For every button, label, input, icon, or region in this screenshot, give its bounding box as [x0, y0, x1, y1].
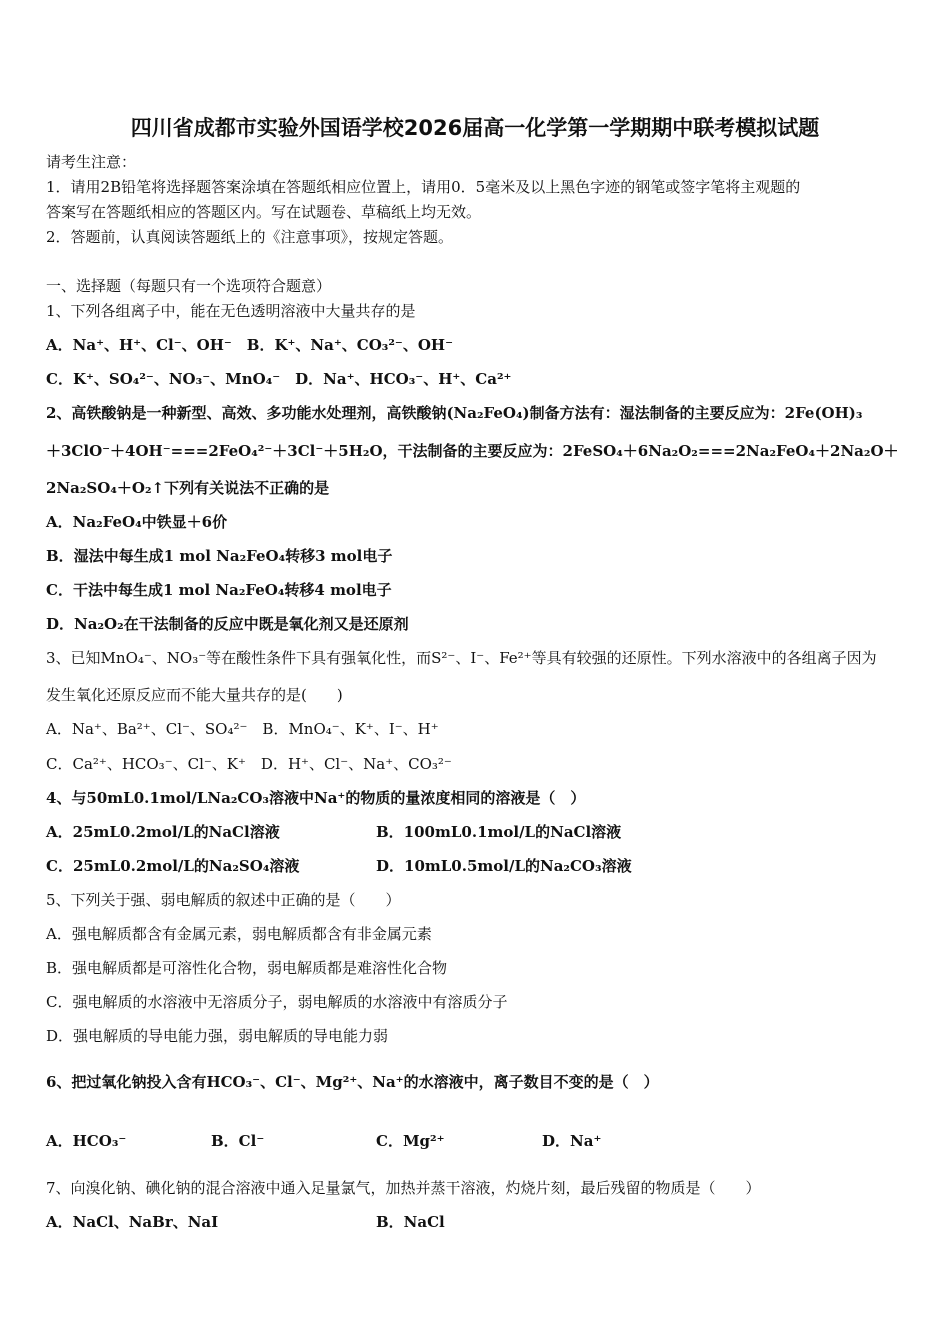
q1-stem: 1、下列各组离子中，能在无色透明溶液中大量共存的是 [46, 302, 416, 320]
q7-stem: 7、向溴化钠、碘化钠的混合溶液中通入足量氯气，加热并蒸干溶液，灼烧片刻，最后残留的物质是（ ） [46, 1179, 761, 1197]
q1-options-cd: C．K⁺、SO₄²⁻、NO₃⁻、MnO₄⁻ D．Na⁺、HCO₃⁻、H⁺、Ca²⁺ [46, 370, 512, 388]
section-heading: 一、选择题（每题只有一个选项符合题意） [46, 277, 332, 295]
q5-option-b: B．强电解质都是可溶性化合物，弱电解质都是难溶性化合物 [46, 959, 448, 977]
q6-option-c: C．Mg²⁺ [376, 1132, 445, 1150]
q5-stem: 5、下列关于强、弱电解质的叙述中正确的是（ ） [46, 891, 401, 909]
page-title: 四川省成都市实验外国语学校2026届高一化学第一学期期中联考模拟试题 [130, 116, 820, 140]
q2-option-c: C．干法中每生成1 mol Na₂FeO₄转移4 mol电子 [46, 581, 392, 599]
q3-options-cd: C．Ca²⁺、HCO₃⁻、Cl⁻、K⁺ D．H⁺、Cl⁻、Na⁺、CO₃²⁻ [46, 755, 452, 773]
q2-option-a: A．Na₂FeO₄中铁显＋6价 [46, 513, 228, 531]
q3-options-ab: A．Na⁺、Ba²⁺、Cl⁻、SO₄²⁻ B．MnO₄⁻、K⁺、I⁻、H⁺ [46, 720, 439, 738]
q2-stem-line1: 2、高铁酸钠是一种新型、高效、多功能水处理剂，高铁酸钠(Na₂FeO₄)制备方法有：湿法制备的主要反应为：2Fe(OH)₃ [46, 404, 863, 422]
q6-option-b: B．Cl⁻ [211, 1132, 265, 1150]
q3-stem-line2: 发生氧化还原反应而不能大量共存的是( ) [46, 686, 343, 704]
notice-item-1a: 1．请用2B铅笔将选择题答案涂填在答题纸相应位置上，请用0．5毫米及以上黑色字迹的钢笔或签字笔将主观题的 [46, 178, 801, 196]
q4-option-a: A．25mL0.2mol/L的NaCl溶液 [46, 823, 280, 841]
q6-stem: 6、把过氧化钠投入含有HCO₃⁻、Cl⁻、Mg²⁺、Na⁺的水溶液中，离子数目不变的是（ ） [46, 1073, 659, 1091]
q5-option-d: D．强电解质的导电能力强，弱电解质的导电能力弱 [46, 1027, 389, 1045]
q4-option-c: C．25mL0.2mol/L的Na₂SO₄溶液 [46, 857, 300, 875]
q7-option-a: A．NaCl、NaBr、NaI [46, 1213, 219, 1231]
q2-stem-line2: ＋3ClO⁻＋4OH⁻===2FeO₄²⁻＋3Cl⁻＋5H₂O，干法制备的主要反应为：2FeSO₄＋6Na₂O₂===2Na₂FeO₄＋2Na₂O＋ [46, 442, 899, 460]
q5-option-c: C．强电解质的水溶液中无溶质分子，弱电解质的水溶液中有溶质分子 [46, 993, 508, 1011]
q1-options-ab: A．Na⁺、H⁺、Cl⁻、OH⁻ B．K⁺、Na⁺、CO₃²⁻、OH⁻ [46, 336, 453, 354]
q5-option-a: A．强电解质都含有金属元素，弱电解质都含有非金属元素 [46, 925, 432, 943]
q3-stem-line1: 3、已知MnO₄⁻、NO₃⁻等在酸性条件下具有强氧化性，而S²⁻、I⁻、Fe²⁺等具有较强的还原性。下列水溶液中的各组离子因为 [46, 649, 877, 667]
q2-option-b: B．湿法中每生成1 mol Na₂FeO₄转移3 mol电子 [46, 547, 393, 565]
q2-stem-line3: 2Na₂SO₄＋O₂↑下列有关说法不正确的是 [46, 479, 330, 497]
q2-option-d: D．Na₂O₂在干法制备的反应中既是氧化剂又是还原剂 [46, 615, 409, 633]
q4-option-d: D．10mL0.5mol/L的Na₂CO₃溶液 [376, 857, 632, 875]
q4-option-b: B．100mL0.1mol/L的NaCl溶液 [376, 823, 622, 841]
q7-option-b: B．NaCl [376, 1213, 445, 1231]
q4-stem: 4、与50mL0.1mol/LNa₂CO₃溶液中Na⁺的物质的量浓度相同的溶液是（ ） [46, 789, 586, 807]
q6-option-a: A．HCO₃⁻ [46, 1132, 127, 1150]
notice-item-1b: 答案写在答题纸相应的答题区内。写在试题卷、草稿纸上均无效。 [46, 203, 482, 221]
notice-item-2: 2．答题前，认真阅读答题纸上的《注意事项》，按规定答题。 [46, 228, 454, 246]
q6-option-d: D．Na⁺ [542, 1132, 602, 1150]
notice-heading: 请考生注意： [46, 153, 137, 171]
